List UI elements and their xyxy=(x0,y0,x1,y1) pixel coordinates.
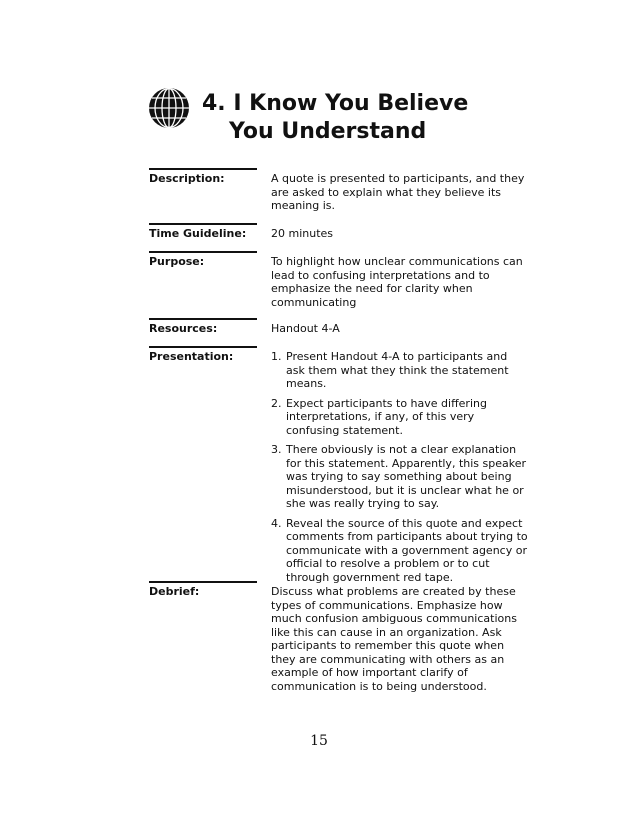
step-number: 2. xyxy=(271,396,282,410)
list-item xyxy=(271,350,529,391)
step-number: 4. xyxy=(271,516,282,530)
step-text: Present Handout 4-A to participants and ask them what they think the statement means. xyxy=(286,350,509,390)
step-number: 3. xyxy=(271,443,282,456)
list-item xyxy=(271,517,529,585)
presentation-label: Presentation: xyxy=(149,350,234,363)
section-rule xyxy=(149,581,257,583)
step-text: There obviously is not a clear explanation for this statement. Apparently, this speaker was trying to say something about being misunderstood, but it is unclear what he or she was really trying to say. xyxy=(286,443,526,510)
time-guideline-text: 20 minutes xyxy=(271,227,334,240)
debrief-label: Debrief: xyxy=(149,585,200,598)
time-guideline-label: Time Guideline: xyxy=(149,227,247,240)
page-number: 15 xyxy=(310,733,328,749)
step-text: Expect participants to have differing interpretations, if any, of this very confusing statement. xyxy=(286,396,487,437)
description-text: A quote is presented to participants, and they are asked to explain what they believe its meaning is. xyxy=(271,172,525,212)
globe-icon xyxy=(148,87,190,129)
list-item xyxy=(271,443,529,511)
step-number: 1. xyxy=(271,350,282,363)
resources-label: Resources: xyxy=(149,322,218,335)
description-label: Description: xyxy=(149,172,225,185)
purpose-label: Purpose: xyxy=(149,255,205,268)
title-line-1: 4. I Know You Believe xyxy=(202,91,469,116)
section-rule xyxy=(149,346,257,348)
section-rule xyxy=(149,223,257,225)
purpose-text: To highlight how unclear communications can lead to confusing interpretations and to emphasize the need for clarity when communicating xyxy=(271,255,523,309)
step-text: Reveal the source of this quote and expect comments from participants about trying to communicate with a government agency or official to resolve a problem or to cut through government red tape. xyxy=(286,516,528,584)
section-rule xyxy=(149,168,257,170)
presentation-steps xyxy=(271,350,529,590)
section-rule xyxy=(149,318,257,320)
debrief-text: Discuss what problems are created by these types of communications. Emphasize how much confusion ambiguous communications like this can cause in an organization. Ask participants to remember this quote when they are communicating with others as an example of how important clarify of communication is to being understood. xyxy=(271,585,517,693)
title-line-2: You Understand xyxy=(229,119,427,144)
list-item xyxy=(271,397,529,438)
resources-text: Handout 4-A xyxy=(271,322,340,335)
section-rule xyxy=(149,251,257,253)
page-title xyxy=(202,90,468,146)
